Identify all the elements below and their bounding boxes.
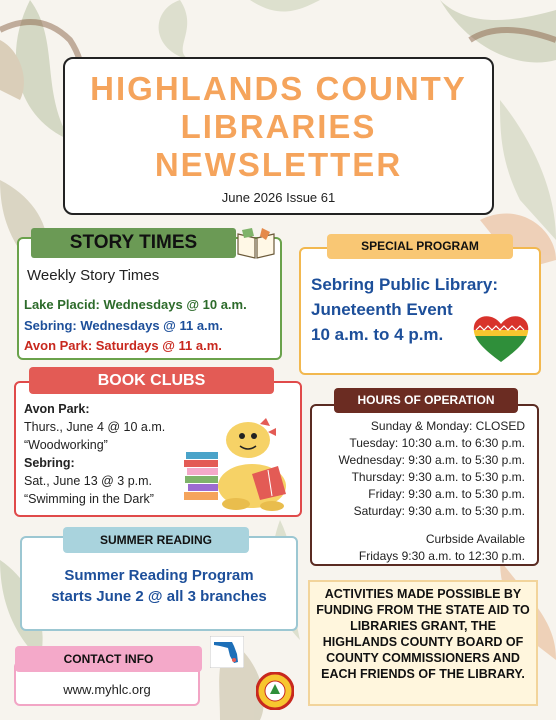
book-club-line: Thurs., June 4 @ 10 a.m. bbox=[24, 420, 166, 434]
issue-date: June 2026 Issue 61 bbox=[221, 190, 336, 205]
book-club-line: “Woodworking” bbox=[24, 438, 108, 452]
special-program-line: 10 a.m. to 4 p.m. bbox=[311, 325, 444, 344]
hours-line: Wednesday: 9:30 a.m. to 5:30 p.m. bbox=[338, 453, 525, 467]
hours-line: Tuesday: 10:30 a.m. to 6:30 p.m. bbox=[349, 436, 525, 450]
open-book-icon bbox=[236, 226, 276, 260]
story-times-heading: STORY TIMES bbox=[31, 228, 236, 258]
summer-reading-line: starts June 2 @ all 3 branches bbox=[51, 588, 267, 605]
website-link[interactable]: www.myhlc.org bbox=[63, 682, 151, 697]
title-line-1: HIGHLANDS COUNTY bbox=[90, 70, 467, 107]
hours-line: Thursday: 9:30 a.m. to 5:30 p.m. bbox=[351, 470, 525, 484]
title-line-3: NEWSLETTER bbox=[154, 146, 403, 183]
summer-reading-heading: SUMMER READING bbox=[63, 527, 249, 553]
book-club-line: “Swimming in the Dark” bbox=[24, 492, 154, 506]
special-program-line: Juneteenth Event bbox=[311, 300, 453, 319]
title-line-2: LIBRARIES bbox=[180, 108, 377, 145]
story-times-subheading: Weekly Story Times bbox=[27, 267, 160, 284]
hours-line: Saturday: 9:30 a.m. to 5:30 p.m. bbox=[353, 504, 525, 518]
florida-map-icon bbox=[210, 636, 244, 668]
hours-card bbox=[310, 404, 539, 566]
special-program-heading: SPECIAL PROGRAM bbox=[327, 234, 513, 259]
county-seal-icon bbox=[256, 672, 294, 710]
hours-line: Sunday & Monday: CLOSED bbox=[370, 419, 525, 433]
summer-reading-line: Summer Reading Program bbox=[64, 567, 254, 584]
funding-note bbox=[308, 580, 538, 706]
dinosaur-reading-icon bbox=[182, 416, 298, 512]
newsletter-title-card bbox=[63, 57, 494, 215]
hours-line: Fridays 9:30 a.m. to 12:30 p.m. bbox=[358, 549, 525, 563]
story-time-line: Sebring: Wednesdays @ 11 a.m. bbox=[24, 318, 223, 333]
contact-heading: CONTACT INFO bbox=[15, 646, 202, 672]
hours-line: Curbside Available bbox=[425, 532, 525, 546]
book-club-line: Avon Park: bbox=[24, 402, 90, 416]
hours-heading: HOURS OF OPERATION bbox=[334, 388, 518, 413]
book-club-line: Sat., June 13 @ 3 p.m. bbox=[24, 474, 153, 488]
heart-icon bbox=[472, 312, 530, 364]
story-time-line: Lake Placid: Wednesdays @ 10 a.m. bbox=[24, 297, 247, 312]
funding-text: ACTIVITIES MADE POSSIBLE BY FUNDING FROM THE STATE AID TO LIBRARIES GRANT, THE HIGHLANDS COUNTY BOARD OF COUNTY COMMISSIONERS AND EACH FRIENDS OF THE LIBRARY. bbox=[316, 587, 530, 681]
special-program-line: Sebring Public Library: bbox=[311, 275, 499, 294]
book-club-line: Sebring: bbox=[24, 456, 75, 470]
book-clubs-heading: BOOK CLUBS bbox=[29, 367, 274, 394]
hours-line: Friday: 9:30 a.m. to 5:30 p.m. bbox=[368, 487, 525, 501]
story-time-line: Avon Park: Saturdays @ 11 a.m. bbox=[24, 338, 222, 353]
